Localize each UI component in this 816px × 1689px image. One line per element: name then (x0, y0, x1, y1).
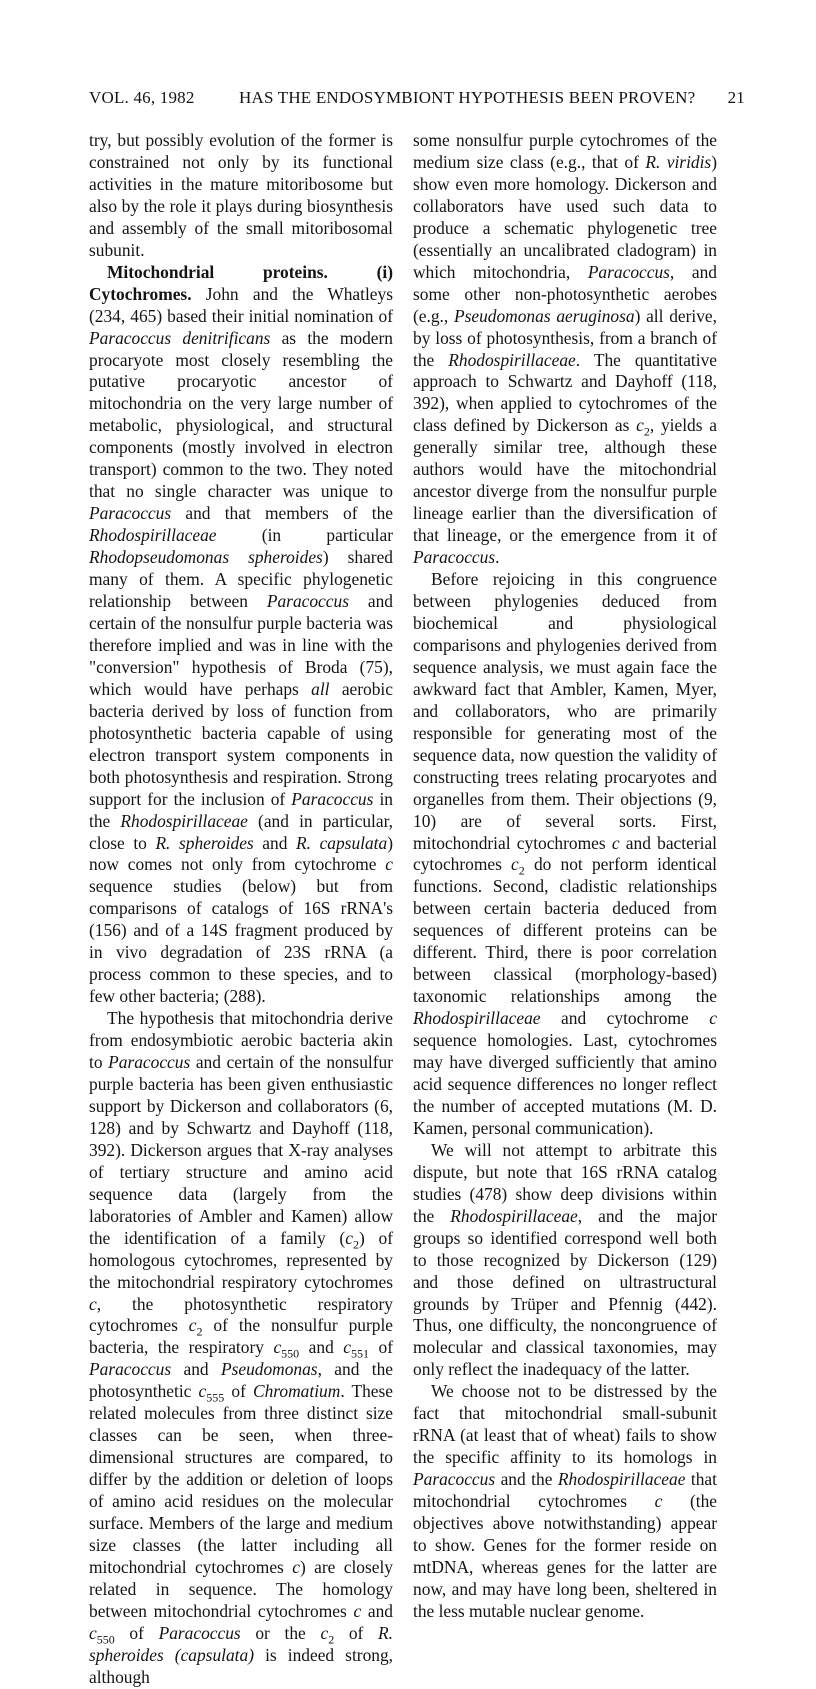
paragraph: We choose not to be distressed by the fact that mitochondrial small-subunit rRNA (at least that of wheat) fails to show the specific affinity to its homologs in Paracoccus and the Rhodospirillaceae that mitochondrial cytochromes c (the objectives above notwithstanding) appear to show. Genes for the former reside on mtDNA, whereas genes for the latter are now, and may have long been, sheltered in the less mutable nuclear genome. (413, 1381, 717, 1621)
page-number: 21 (727, 88, 745, 107)
paragraph: We will not attempt to arbitrate this dispute, but note that 16S rRNA catalog studies (478) show deep divisions within the Rhodospirillaceae, and the major groups so identified correspond well both to those recognized by Dickerson (129) and those defined on ultrastructural grounds by Trüper and Pfennig (442). Thus, one difficulty, the noncongruence of molecular and classical taxonomies, may only reflect the inadequacy of the latter. (413, 1139, 718, 1380)
left-column (89, 130, 393, 1689)
paragraph: Mitochondrial proteins. (i) Cytochromes. John and the Whatleys (234, 465) based their initial nomination of Paracoccus denitrificans as the modern procaryote most closely resembling the putative procaryotic ancestor of mitochondria on the very large number of metabolic, physiological, and structural components (mostly involved in electron transport) common to the two. They noted that no single character was unique to Paracoccus and that members of the Rhodospirillaceae (in particular Rhodopseudomonas spheroides) shared many of them. A specific phylogenetic relationship between Paracoccus and certain of the nonsulfur purple bacteria was therefore implied and was in line with the "conversion" hypothesis of Broda (75), which would have perhaps all aerobic bacteria derived by loss of function from photosynthetic bacteria capable of using electron transport system components in both photosynthesis and respiration. Strong support for the inclusion of Paracoccus in the Rhodospirillaceae (and in particular, close to R. spheroides and R. capsulata) now comes not only from cytochrome c sequence studies (below) but from comparisons of catalogs of 16S rRNA's (156) and of a 14S fragment produced by in vivo degradation of 23S rRNA (a process common to these species, and to few other bacteria; (288). (89, 261, 394, 1007)
section-heading: Mitochondrial proteins. (i) Cytochromes. (89, 261, 393, 304)
paragraph: Before rejoicing in this congruence between phylogenies deduced from biochemical and physiological comparisons and phylogenies derived from sequence analysis, we must again face the awkward fact that Ambler, Kamen, Myer, and collaborators, who are primarily responsible for generating most of the sequence data, now question the validity of constructing trees relating procaryotes and organelles from them. Their objections (9, 10) are of several sorts. First, mitochondrial cytochromes c and bacterial cytochromes $c_2$ do not perform identical functions. Second, cladistic relationships between certain bacteria deduced from sequences of different proteins can be different. Third, there is poor correlation between classical (morphology-based) taxonomic relationships among the Rhodospirillaceae and cytochrome c sequence homologies. Last, cytochromes may have diverged sufficiently that amino acid sequence differences no longer reflect the number of accepted mutations (M. D. Kamen, personal communication). (413, 569, 718, 1138)
right-column (413, 130, 717, 1623)
running-title: HAS THE ENDOSYMBIONT HYPOTHESIS BEEN PROVEN? (239, 88, 696, 107)
journal-volume: VOL. 46, 1982 (89, 88, 195, 107)
paragraph: The hypothesis that mitochondria derive from endosymbiotic aerobic bacteria akin to Paracoccus and certain of the nonsulfur purple bacteria has been given enthusiastic support by Dickerson and collaborators (6, 128) and by Schwartz and Dayhoff (118, 392). Dickerson argues that X-ray analyses of tertiary structure and amino acid sequence data (largely from the laboratories of Ambler and Kamen) allow the identification of a family $(c_2)$ of homologous cytochromes, represented by the mitochondrial respiratory cytochromes c, the photosynthetic respiratory cytochromes $c_2$ of the nonsulfur purple bacteria, the respiratory $c_{550}$ and $c_{551}$ of Paracoccus and Pseudomonas, and the photosynthetic $c_{555}$ of Chromatium. These related molecules from three distinct size classes can be seen, when three-dimensional structures are compared, to differ by the addition or deletion of loops of amino acid residues on the molecular surface. Members of the large and medium size classes (the latter including all mitochondrial cytochromes c) are closely related in sequence. The homology between mitochondrial cytochromes c and $c_{550}$ of Paracoccus or the $c_2$ of R. spheroides (capsulata) is indeed strong, although (89, 1008, 394, 1687)
page-header (89, 88, 745, 110)
paragraph: try, but possibly evolution of the former is constrained not only by its functional activities in the mature mitoribosome but also by the role it plays during biosynthesis and assembly of the small mitoribosomal subunit. (89, 130, 393, 260)
paragraph: some nonsulfur purple cytochromes of the medium size class (e.g., that of R. viridis) show even more homology. Dickerson and collaborators have used such data to produce a schematic phylogenetic tree (essentially an uncalibrated cladogram) in which mitochondria, Paracoccus, and some other non-photosynthetic aerobes (e.g., Pseudomonas aeruginosa) all derive, by loss of photosynthesis, from a branch of the Rhodospirillaceae. The quantitative approach to Schwartz and Dayhoff (118, 392), when applied to cytochromes of the class defined by Dickerson as $c_2$, yields a generally similar tree, although these authors would have the mitochondrial ancestor diverge from the nonsulfur purple lineage earlier than the diversification of that lineage, or the emergence from it of Paracoccus. (413, 130, 717, 568)
